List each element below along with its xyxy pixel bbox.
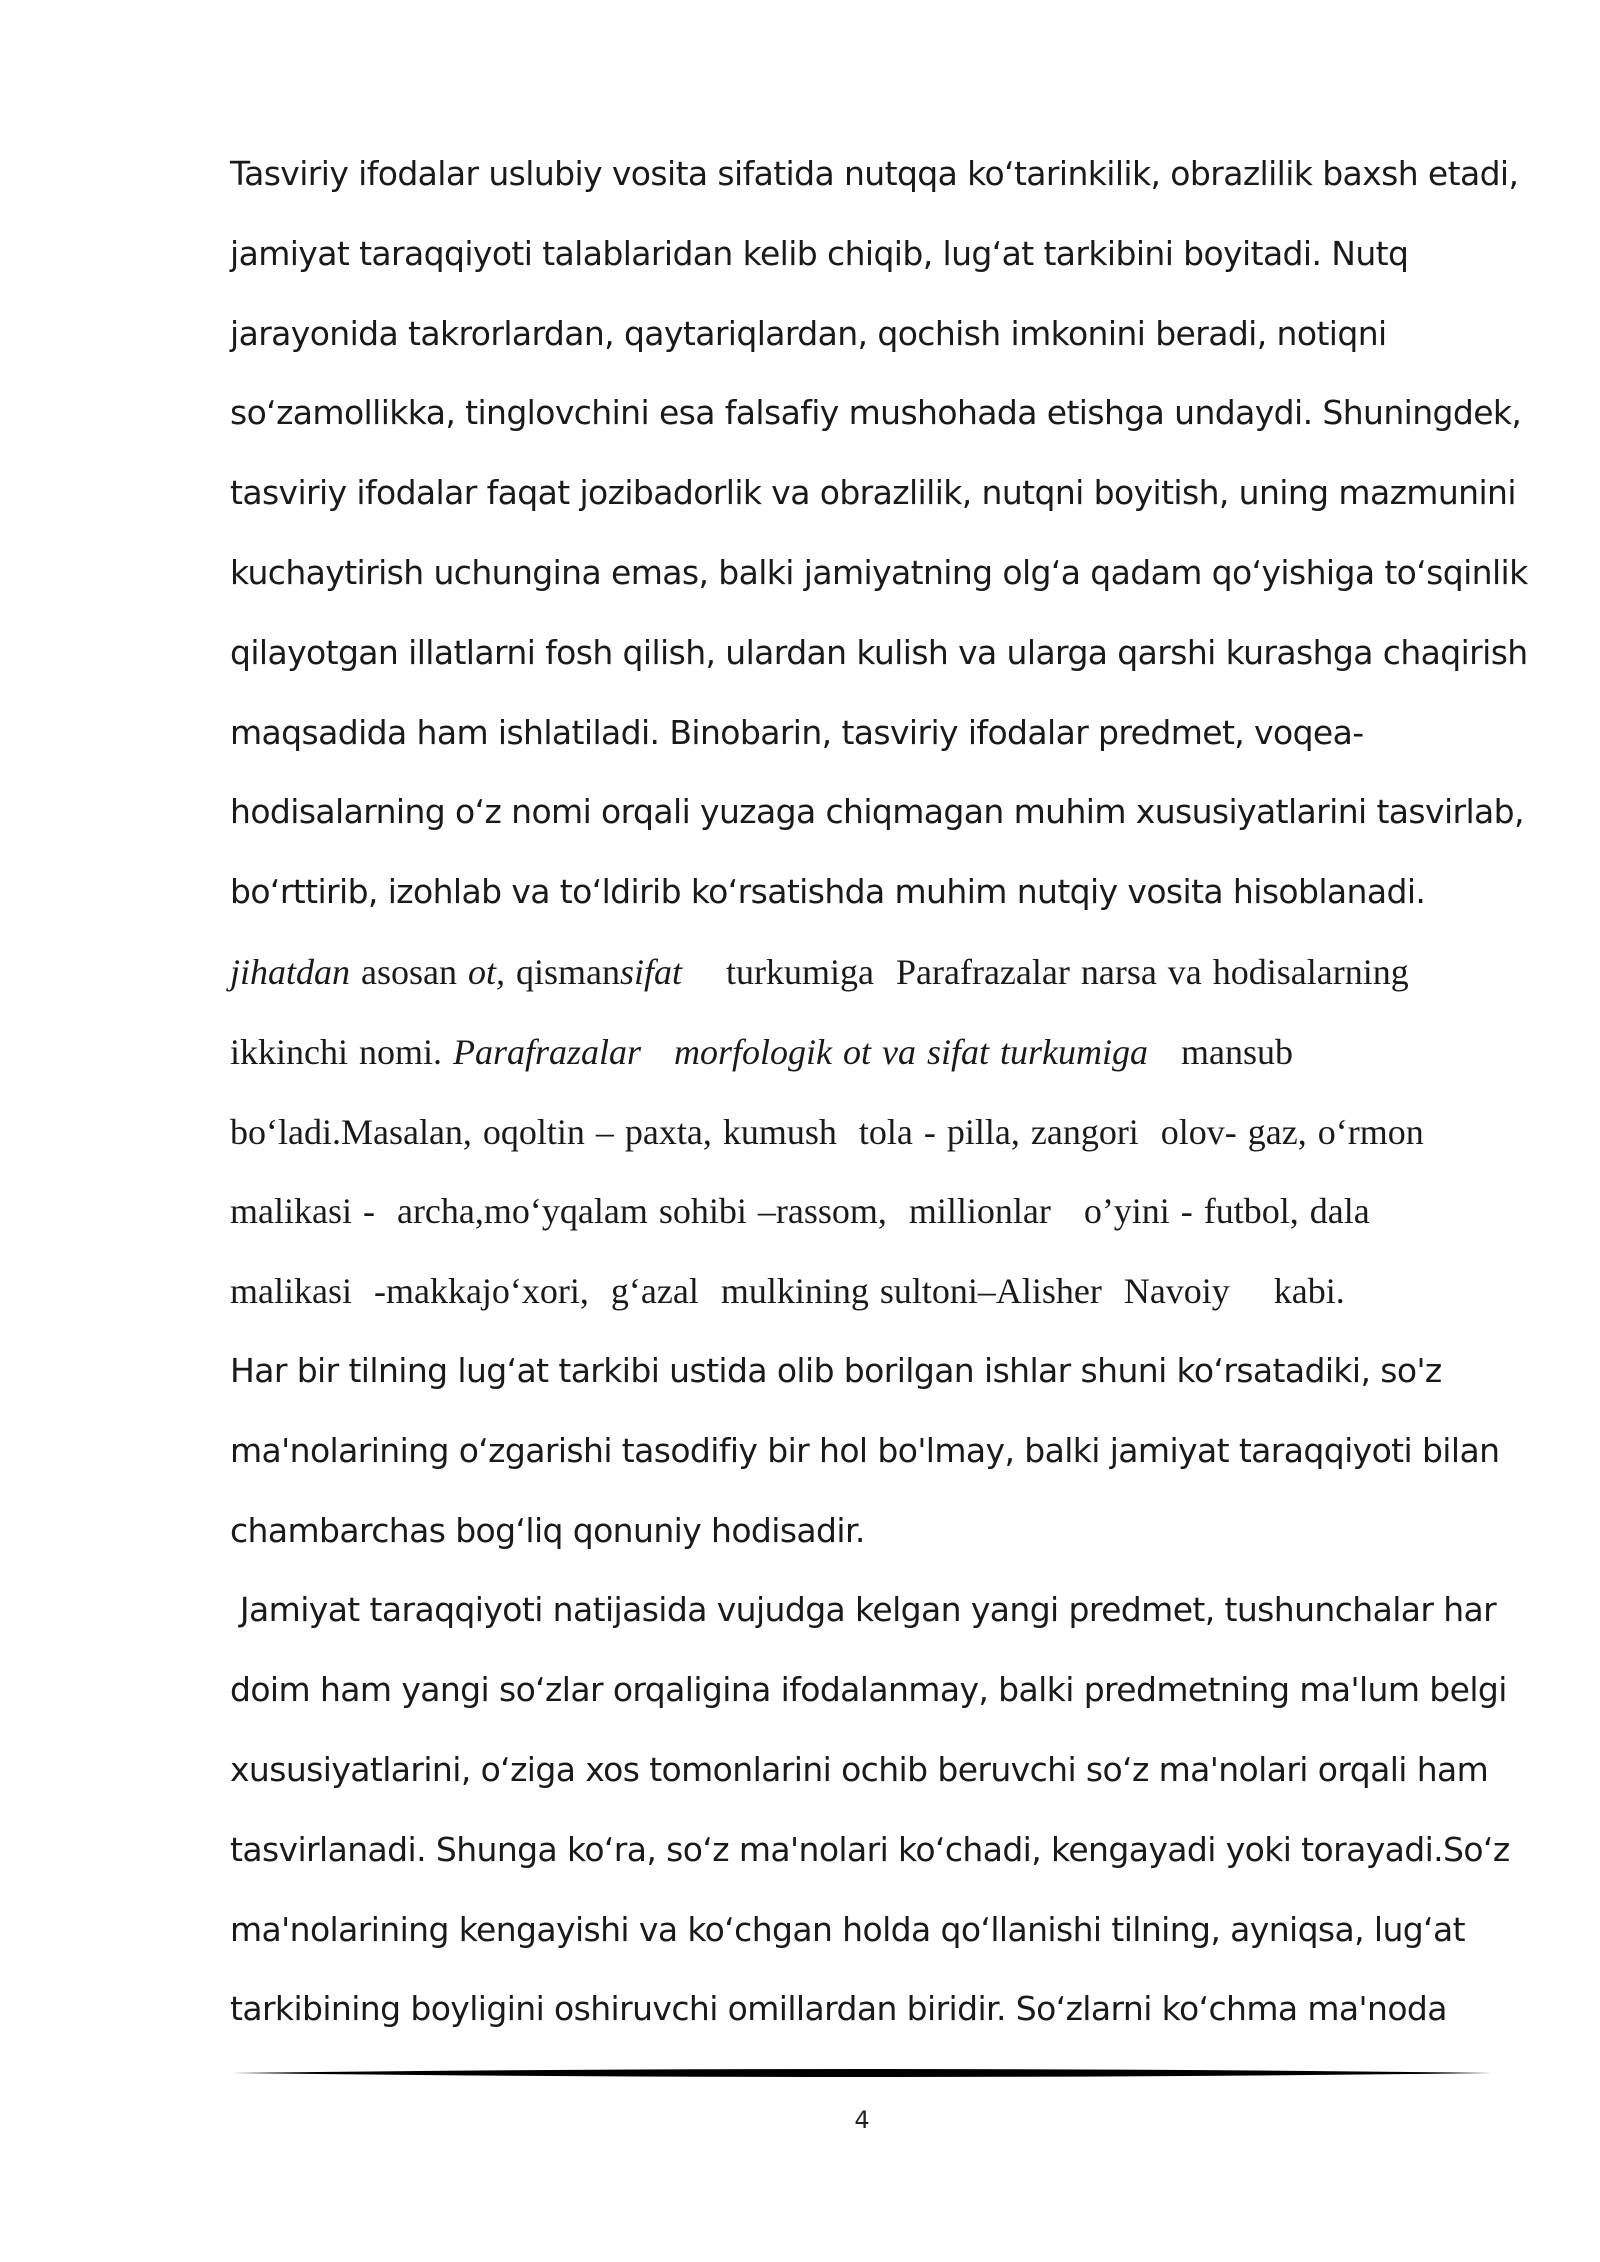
serif-text-line: malikasi - archa,moʻyqalam sohibi –rassom, millionlar o’yini - futbol, dala [230, 1191, 1370, 1232]
text-line: chambarchas bogʻliq qonuniy hodisadir. [230, 1510, 865, 1550]
page-number: 4 [854, 2106, 870, 2134]
italic-span: ot, [468, 951, 506, 992]
text-line: tasvirlanadi. Shunga koʻra, soʻz ma'nolari koʻchadi, kengayadi yoki torayadi.Soʻz [230, 1829, 1510, 1869]
text-line: qilayotgan illatlarni fosh qilish, ulardan kulish va ularga qarshi kurashga chaqirish [230, 632, 1528, 672]
text-line: boʻrttirib, izohlab va toʻldirib koʻrsatishda muhim nutqiy vosita hisoblanadi. [230, 872, 1426, 912]
text-span: turkumiga Parafrazalar narsa va hodisalarning [682, 951, 1409, 992]
footer-divider [232, 2067, 1492, 2079]
text-span: qisman [505, 951, 621, 992]
text-line: jarayonida takrorlardan, qaytariqlardan, qochish imkonini beradi, notiqni [230, 313, 1387, 353]
italic-span: sifat [620, 951, 683, 992]
italic-span: jihatdan [230, 951, 351, 992]
text-line: Jamiyat taraqqiyoti natijasida vujudga kelgan yangi predmet, tushunchalar har [230, 1590, 1497, 1630]
text-line: doim ham yangi soʻzlar orqaligina ifodalanmay, balki predmetning ma'lum belgi [230, 1670, 1507, 1710]
text-line: ma'nolarining kengayishi va koʻchgan holda qoʻllanishi tilning, ayniqsa, lugʻat [230, 1909, 1466, 1949]
text-line: xususiyatlarini, oʻziga xos tomonlarini ochib beruvchi soʻz ma'nolari orqali ham [230, 1749, 1489, 1789]
text-line: soʻzamollikka, tinglovchini esa falsafiy mushohada etishga undaydi. Shuningdek, [230, 393, 1522, 433]
serif-text-line [230, 948, 1490, 1028]
text-span: asosan [350, 951, 468, 992]
body-text [230, 150, 1528, 2065]
text-line: tarkibining boyligini oshiruvchi omillardan biridir. Soʻzlarni koʻchma ma'noda [230, 1989, 1447, 2029]
text-span: ikkinchi nomi. [230, 1031, 453, 1072]
serif-text-line: malikasi -makkajoʻxori, gʻazal mulkining sultoni–Alisher Navoiy kabi. [230, 1271, 1345, 1312]
text-line: Har bir tilning lugʻat tarkibi ustida olib borilgan ishlar shuni koʻrsatadiki, so'z [230, 1350, 1442, 1390]
text-line: tasviriy ifodalar faqat jozibadorlik va obrazlilik, nutqni boyitish, uning mazmunini [230, 473, 1516, 513]
text-line: kuchaytirish uchungina emas, balki jamiyatning olgʻa qadam qoʻyishiga toʻsqinlik [230, 552, 1528, 592]
italic-span: Parafrazalar morfologik ot va sifat turkumiga [453, 1031, 1149, 1072]
text-line: ma'nolarining oʻzgarishi tasodifiy bir hol bo'lmay, balki jamiyat taraqqiyoti bilan [230, 1430, 1500, 1470]
text-line: hodisalarning oʻz nomi orqali yuzaga chiqmagan muhim xususiyatlarini tasvirlab, [230, 792, 1524, 832]
text-line: jamiyat taraqqiyoti talablaridan kelib chiqib, lugʻat tarkibini boyitadi. Nutq [230, 233, 1409, 273]
text-line: maqsadida ham ishlatiladi. Binobarin, tasviriy ifodalar predmet, voqea- [230, 712, 1364, 752]
serif-text-line [230, 1028, 1490, 1108]
text-span: mansub [1148, 1031, 1294, 1072]
text-line: Tasviriy ifodalar uslubiy vosita sifatida nutqqa koʻtarinkilik, obrazlilik baxsh etadi, [230, 154, 1519, 193]
serif-text-line: boʻladi.Masalan, oqoltin – paxta, kumush tola - pilla, zangori olov- gaz, oʻrmon [230, 1111, 1424, 1152]
